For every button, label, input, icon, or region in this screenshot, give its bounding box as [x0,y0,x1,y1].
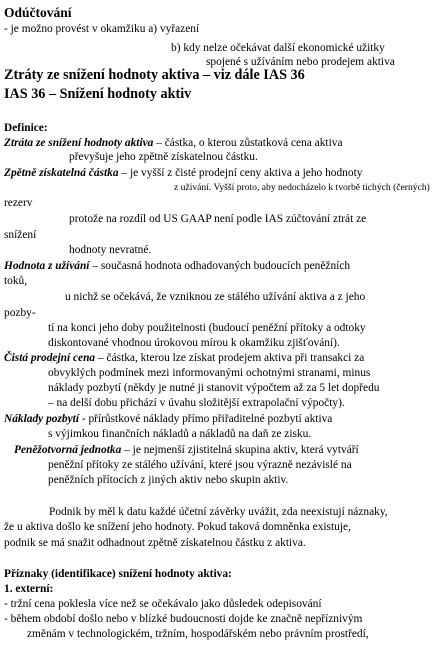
def-naklady-term: Náklady pozbytí [4,413,79,425]
externi-item-1: - tržní cena poklesla více než se očekávalo jako důsledek odepisování [4,598,322,610]
def-penez-line-3: peněžních přítocích z jiných aktiv nebo skupin aktiv. [48,474,289,486]
def-naklady-line-2: s výjimkou finančních nákladů a nákladů na daň ze zisku. [48,428,312,440]
paragraph-line-2: že u aktiva došlo ke snížení jeho hodnoty. Pokud taková domněnka existuje, [4,521,351,533]
externi-item-3: změnám v technologickém, tržním, hospodářském nebo právním prostředí, [27,628,369,640]
def-cista-line-1: Čistá prodejní cena – částka, kterou lze získat prodejem aktiva při transakci za [4,352,365,364]
paragraph-line-1: Podnik by měl k datu každé účetní závěrky uvážit, zda neexistují náznaky, [49,506,388,518]
externi-heading: 1. externí: [4,583,54,595]
definice-heading: Definice: [4,122,48,134]
title-ztraty: Ztráty ze snížení hodnoty aktiva – viz dále IAS 36 [4,67,305,83]
od-line-2: b) kdy nelze očekávat další ekonomické užitky [171,42,385,54]
def-cista-line-3: náklady pozbytí (někdy je nutné ji stanovit výpočtem až za 5 let dopředu [48,382,380,394]
def-zpetne-line-3: rezerv [4,197,33,209]
def-zpetne-line-5: snížení [4,229,37,241]
def-penez-line-1: Peněžotvorná jednotka – je nejmenší zjistitelná skupina aktiv, která vytváří [14,444,359,456]
externi-item-2: - během období došlo nebo v blízké budoucnosti dojde ke značně nepříznivým [4,613,363,625]
def-penez-line-2: peněžní přítoky ze stálého užívání, které jsou výrazně nezávislé na [48,459,352,471]
def-zpetne-line-4: protože na rozdíl od US GAAP není podle IAS zúčtování ztrát ze [69,213,367,225]
def-ztrata-line-1: Ztráta ze snížení hodnoty aktiva – částka, o kterou zůstatková cena aktiva [4,137,343,149]
def-ztrata-term: Ztráta ze snížení hodnoty aktiva [4,137,154,149]
def-cista-term: Čistá prodejní cena [4,352,96,364]
def-hodnota-line-3: u nichž se očekává, že vzniknou ze stálého užívání aktiva a z jeho [65,291,366,303]
def-penez-term: Peněžotvorná jednotka [14,444,122,456]
def-naklady-line-1: Náklady pozbytí - přírůstkové náklady přímo přiřaditelné pozbytí aktiva [4,413,333,425]
priznaky-heading: Příznaky (identifikace) snížení hodnoty aktiva: [4,568,232,580]
def-hodnota-line-1: Hodnota z užívání – současná hodnota odhadovaných budoucích peněžních [4,260,351,272]
def-ztrata-line-2: převyšuje jeho zpětně získatelnou částku. [69,151,258,163]
paragraph-line-3: podnik se má snažit odhadnout zpětně získatelnou částku z aktiva. [4,537,306,549]
heading-oductovani: Odúčtování [4,5,72,20]
def-cista-line-2: obvyklých podmínek mezi informovanými ochotnými stranami, minus [48,367,371,379]
def-zpetne-term: Zpětně získatelná částka [4,167,119,179]
def-hodnota-line-5: tí na konci jeho doby použitelnosti (budoucí peněžní přítoky a odtoky [48,322,366,334]
def-hodnota-line-4: pozby- [4,307,36,319]
def-cista-line-4: – na delší dobu přichází v úvahu složitější extrapolační výpočty). [48,397,345,409]
def-zpetne-line-1: Zpětně získatelná částka – je vyšší z čisté prodejní ceny aktiva a jeho hodnoty [4,167,363,179]
def-hodnota-term: Hodnota z užívání [4,260,90,272]
od-line-1: - je možno provést v okamžiku a) vyřazení [4,23,200,35]
def-hodnota-line-2: toků, [4,275,28,287]
def-zpetne-line-6: hodnoty nevratné. [69,244,152,256]
def-hodnota-line-6: diskontované vhodnou úrokovou mírou k okamžiku zjišťování). [48,337,340,349]
def-zpetne-line-2: z užívání. Vyšší proto, aby nedocházelo k tvorbě tichých (černých) [174,182,430,193]
title-ias36: IAS 36 – Snížení hodnoty aktiv [4,86,192,102]
od-line-3: spojené s užíváním nebo prodejem aktiva [206,56,395,68]
